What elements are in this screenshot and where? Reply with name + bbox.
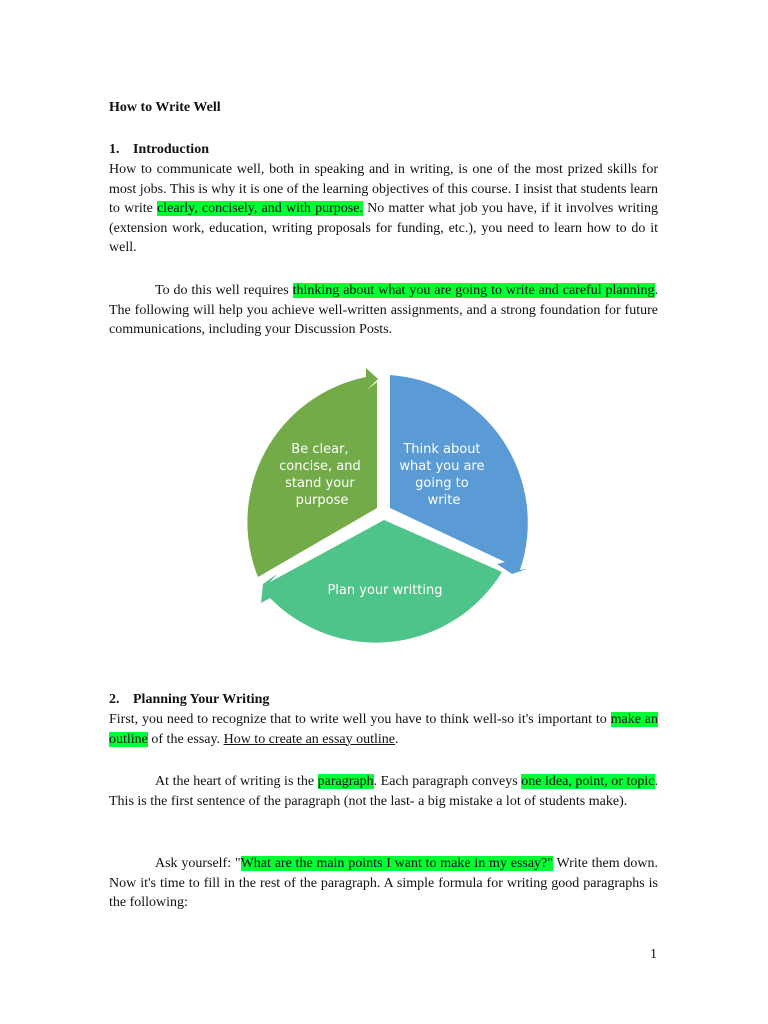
section-number: 1. — [109, 142, 120, 157]
highlighted-text: one idea, point, or topic — [521, 774, 655, 789]
section-number: 2. — [109, 692, 120, 707]
text-run: . This is the first sentence of the paragraph (not the last- a big mistake a lot of students make). — [109, 774, 658, 809]
text-run: No matter what job you have, if it involves writing (extension work, education, writing proposals for funding, etc.), you need to learn how to do it well. — [109, 201, 659, 255]
text-run: To do this well requires — [155, 283, 293, 298]
section-title: Planning Your Writing — [133, 692, 270, 707]
section-heading-introduction — [109, 142, 209, 158]
document-title: How to Write Well — [109, 100, 221, 115]
text-run: . — [395, 731, 399, 747]
highlighted-text: What are the main points I want to make in my essay?" — [240, 856, 553, 871]
essay-outline-link[interactable]: How to create an essay outline — [223, 731, 396, 747]
text-run: Ask yourself: " — [155, 856, 241, 871]
writing-cycle-diagram — [230, 362, 540, 662]
highlighted-text: make an outline — [109, 712, 658, 747]
text-run: How to communicate well, both in speaking and in writing, is one of the most prized skills for most jobs. This is why it is one of the learning objectives of this course. I insist that students learn to write — [109, 162, 658, 216]
highlighted-text: paragraph — [317, 774, 374, 789]
text-run: Write them down. Now it's time to fill in the rest of the paragraph. A simple formula for writing good paragraphs is the following: — [109, 856, 658, 910]
highlighted-text: clearly, concisely, and with purpose. — [157, 201, 363, 216]
text-run: . The following will help you achieve well-written assignments, and a strong foundation for future communications, including your Discussion Posts. — [109, 283, 659, 337]
planning-paragraph-3 — [109, 854, 658, 913]
intro-paragraph-2 — [109, 281, 658, 340]
text-run: of the essay. — [147, 731, 224, 747]
planning-paragraph-1 — [109, 710, 658, 749]
cycle-label-plan: Plan your writting — [327, 583, 443, 598]
text-run: . Each paragraph conveys — [373, 774, 522, 789]
cycle-label-clear: Be clear, concise, and stand your purpose — [279, 442, 361, 508]
intro-paragraph-1 — [109, 160, 658, 258]
text-run: First, you need to recognize that to write well you have to think well-so it's important to — [109, 712, 611, 727]
highlighted-text: thinking about what you are going to write and careful planning — [292, 283, 655, 298]
page-number: 1 — [650, 947, 657, 962]
cycle-label-think: Think about what you are going to write — [399, 442, 485, 508]
section-heading-planning — [109, 692, 269, 708]
planning-paragraph-2 — [109, 772, 658, 811]
section-title: Introduction — [133, 142, 209, 157]
text-run: At the heart of writing is the — [155, 774, 318, 789]
